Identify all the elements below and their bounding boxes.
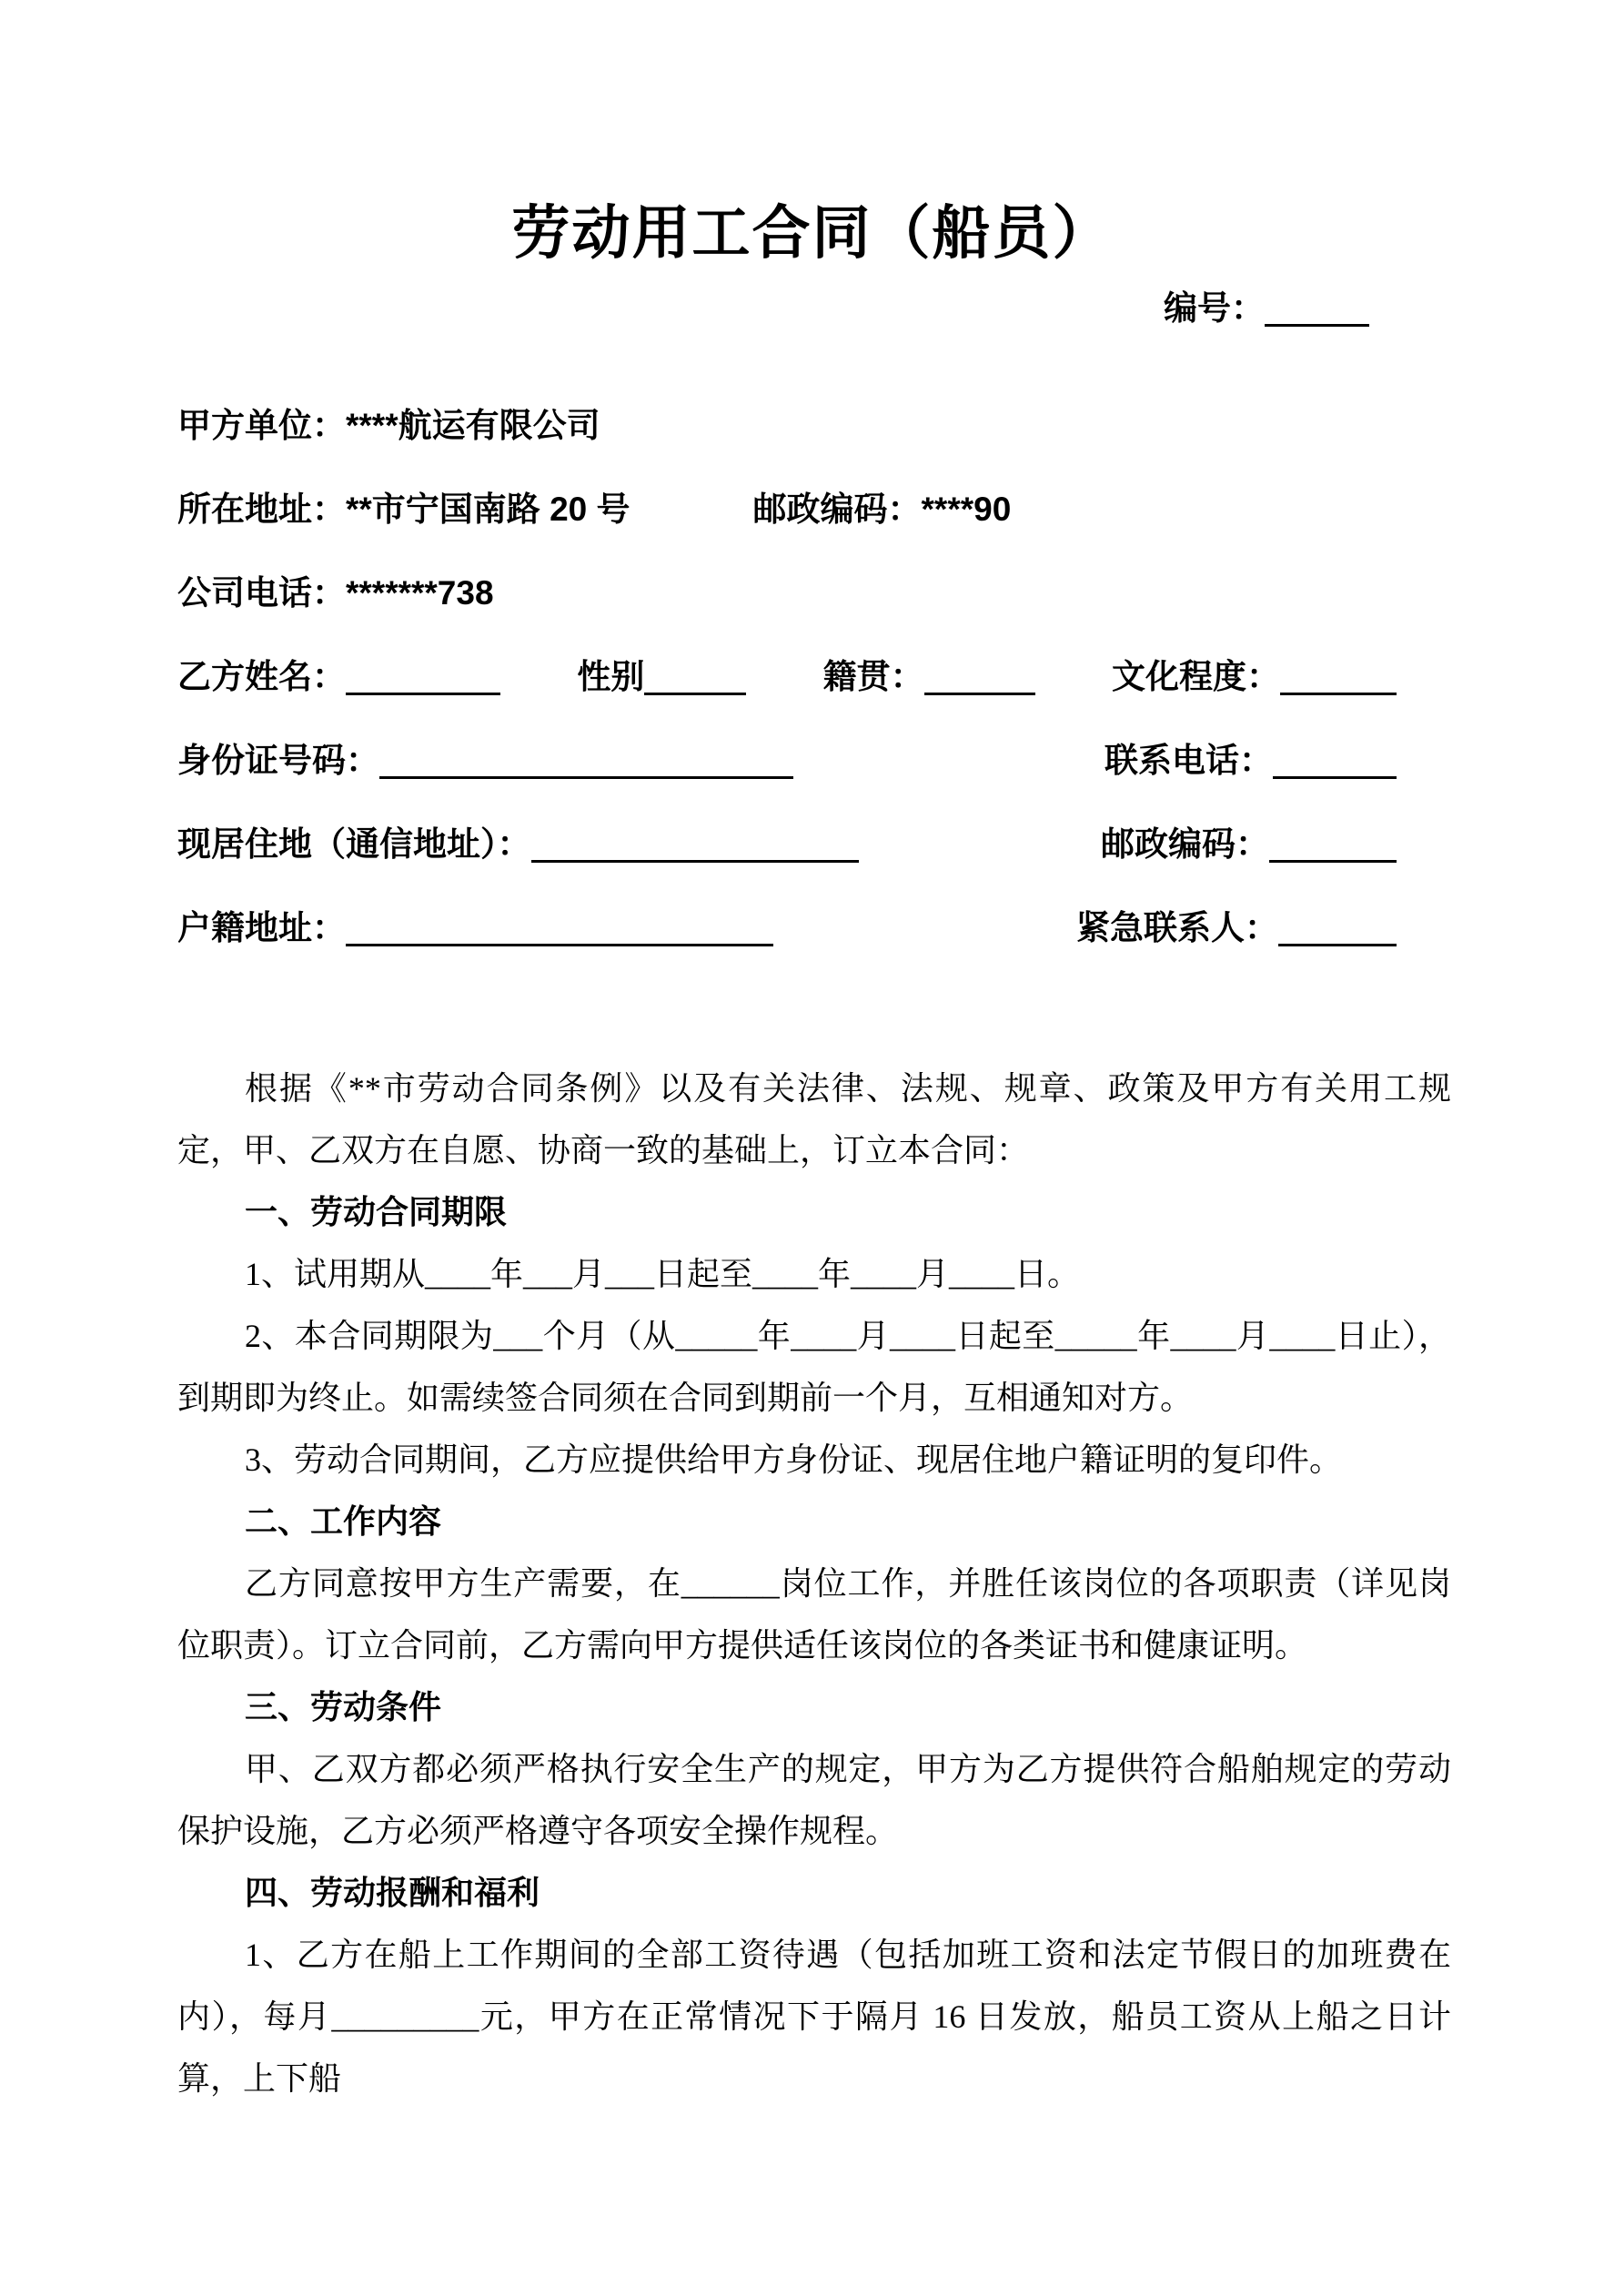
field-group [177,384,600,468]
doc-number-blank[interactable] [1265,293,1369,327]
field-label: 紧急联系人： [1076,909,1278,947]
field-group [1076,886,1397,970]
field-group [177,803,859,886]
blank-field[interactable] [379,745,793,779]
field-label: 所在地址：**市宁国南路 20 号 [177,491,630,529]
section-heading: 一、劳动合同期限 [245,1193,508,1231]
party-info-row [177,886,1397,970]
blank-field[interactable] [531,829,859,863]
field-group [177,719,793,803]
field-group [753,468,1012,551]
field-label: 户籍地址： [177,909,346,947]
blank-field[interactable] [924,662,1035,695]
section-heading: 四、劳动报酬和福利 [245,1874,540,1912]
field-group [1112,635,1397,719]
field-label: 甲方单位：****航运有限公司 [177,407,600,445]
blank-field[interactable] [644,662,746,695]
blank-field[interactable] [1280,662,1397,695]
section-heading: 三、劳动条件 [245,1688,442,1726]
field-label: 籍贯： [822,658,924,696]
blank-field[interactable] [1269,829,1397,863]
party-info-section [177,384,1624,970]
section-heading: 二、工作内容 [245,1502,442,1541]
blank-field[interactable] [346,913,773,946]
party-info-row [177,384,1397,468]
field-label: 乙方姓名： [177,658,346,696]
doc-number-line [0,280,1624,329]
field-label: 邮政编码： [1101,825,1269,864]
field-group [1105,719,1397,803]
party-info-row [177,551,1397,635]
field-label: 现居住地（通信地址）： [177,825,531,864]
contract-paragraph: 甲、乙双方都必须严格执行安全生产的规定，甲方为乙方提供符合船舶规定的劳动保护设施，乙方必须严格遵守各项安全操作规程。 [177,1751,1451,1850]
field-group [177,635,500,719]
doc-number-label: 编号： [1164,290,1265,329]
contract-paragraph: 根据《**市劳动合同条例》以及有关法律、法规、规章、政策及甲方有关用工规定，甲、乙双方在自愿、协商一致的基础上，订立本合同： [177,1070,1451,1169]
field-label: 文化程度： [1111,658,1280,696]
field-group [177,551,494,635]
field-label: 性别 [577,658,645,696]
blank-field[interactable] [1273,745,1397,779]
field-group [577,635,746,719]
contract-paragraph: 2、本合同期限为___个月（从_____年____月____日起至_____年____月____日止），到期即为终止。如需续签合同须在合同到期前一个月，互相通知对方。 [177,1318,1451,1417]
document-title: 劳动用工合同（船员） [511,201,1113,266]
field-group [1101,803,1397,886]
field-label: 身份证号码： [177,742,379,780]
contract-paragraph: 乙方同意按甲方生产需要，在______岗位工作，并胜任该岗位的各项职责（详见岗位职责）。订立合同前，乙方需向甲方提供适任该岗位的各类证书和健康证明。 [177,1565,1451,1664]
party-info-row [177,719,1397,803]
contract-paragraph: 3、劳动合同期间，乙方应提供给甲方身份证、现居住地户籍证明的复印件。 [245,1441,1343,1479]
party-info-row [177,468,1397,551]
field-group [823,635,1035,719]
contract-paragraph: 1、乙方在船上工作期间的全部工资待遇（包括加班工资和法定节假日的加班费在内），每月_________元，甲方在正常情况下于隔月 16 日发放，船员工资从上船之日计算，上下船 [177,1937,1451,2098]
blank-field[interactable] [1278,913,1397,946]
field-group [177,468,630,551]
blank-field[interactable] [346,662,500,695]
field-group [177,886,773,970]
party-info-row [177,803,1397,886]
party-info-row [177,635,1397,719]
contract-body [177,1057,1451,2109]
field-label: 公司电话：*******738 [177,574,494,612]
field-label: 邮政编码：****90 [752,491,1012,529]
contract-paragraph: 1、试用期从____年___月___日起至____年____月____日。 [245,1256,1081,1293]
field-label: 联系电话： [1105,742,1273,780]
